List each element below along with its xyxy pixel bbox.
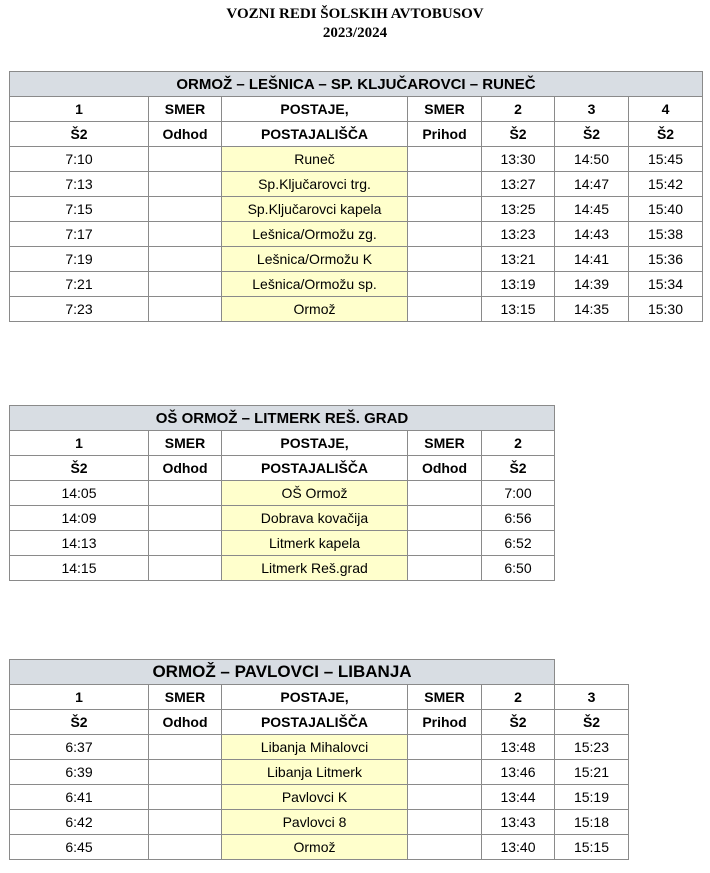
empty-cell	[408, 785, 482, 810]
departure-time: 7:13	[10, 172, 149, 197]
stop-name: Sp.Ključarovci kapela	[222, 197, 408, 222]
col-header: 3	[555, 97, 629, 122]
col-subheader: Odhod	[149, 456, 222, 481]
stop-name: Lešnica/Ormožu K	[222, 247, 408, 272]
col-subheader: Š2	[555, 122, 629, 147]
col-header: 1	[10, 97, 149, 122]
empty-cell	[408, 147, 482, 172]
col-header: 4	[629, 97, 703, 122]
col-subheader: Š2	[482, 710, 555, 735]
empty-cell	[408, 556, 482, 581]
route-title: ORMOŽ – LEŠNICA – SP. KLJUČAROVCI – RUNEČ	[10, 72, 703, 97]
stop-name: Ormož	[222, 297, 408, 322]
table-row	[10, 272, 703, 297]
col-header: 1	[10, 431, 149, 456]
stop-name: Pavlovci K	[222, 785, 408, 810]
empty-cell	[149, 506, 222, 531]
arrival-time: 13:19	[482, 272, 555, 297]
arrival-time: 15:36	[629, 247, 703, 272]
departure-time: 6:45	[10, 835, 149, 860]
table-row	[10, 835, 629, 860]
timetable-ormoz-lesnica-runec	[9, 71, 703, 322]
col-header: SMER	[149, 685, 222, 710]
col-header: 2	[482, 685, 555, 710]
arrival-time: 13:23	[482, 222, 555, 247]
empty-cell	[149, 735, 222, 760]
arrival-time: 15:19	[555, 785, 629, 810]
departure-time: 14:13	[10, 531, 149, 556]
col-header: POSTAJE,	[222, 685, 408, 710]
departure-time: 7:23	[10, 297, 149, 322]
empty-cell	[408, 735, 482, 760]
arrival-time: 13:46	[482, 760, 555, 785]
stop-name: Litmerk kapela	[222, 531, 408, 556]
arrival-time: 6:56	[482, 506, 555, 531]
stop-name: Sp.Ključarovci trg.	[222, 172, 408, 197]
empty-cell	[149, 297, 222, 322]
arrival-time: 13:15	[482, 297, 555, 322]
arrival-time: 15:23	[555, 735, 629, 760]
arrival-time: 15:45	[629, 147, 703, 172]
col-subheader: Š2	[10, 122, 149, 147]
arrival-time: 13:25	[482, 197, 555, 222]
empty-cell	[149, 272, 222, 297]
arrival-time: 13:21	[482, 247, 555, 272]
document-title: VOZNI REDI ŠOLSKIH AVTOBUSOV	[226, 6, 484, 22]
arrival-time: 15:18	[555, 810, 629, 835]
empty-cell	[149, 531, 222, 556]
arrival-time: 15:30	[629, 297, 703, 322]
col-header: SMER	[408, 97, 482, 122]
empty-cell	[555, 660, 629, 685]
arrival-time: 15:34	[629, 272, 703, 297]
empty-cell	[149, 760, 222, 785]
stop-name: Runeč	[222, 147, 408, 172]
departure-time: 7:21	[10, 272, 149, 297]
departure-time: 6:37	[10, 735, 149, 760]
empty-cell	[149, 247, 222, 272]
stop-name: Lešnica/Ormožu sp.	[222, 272, 408, 297]
stop-name: Dobrava kovačija	[222, 506, 408, 531]
table-row	[10, 172, 703, 197]
stop-name: Libanja Litmerk	[222, 760, 408, 785]
arrival-time: 14:50	[555, 147, 629, 172]
empty-cell	[408, 481, 482, 506]
empty-cell	[149, 147, 222, 172]
empty-cell	[149, 481, 222, 506]
arrival-time: 13:27	[482, 172, 555, 197]
table-row	[10, 147, 703, 172]
arrival-time: 15:42	[629, 172, 703, 197]
col-subheader: Š2	[629, 122, 703, 147]
stop-name: Lešnica/Ormožu zg.	[222, 222, 408, 247]
col-header: 3	[555, 685, 629, 710]
col-header: 2	[482, 97, 555, 122]
arrival-time: 13:43	[482, 810, 555, 835]
arrival-time: 13:40	[482, 835, 555, 860]
arrival-time: 6:50	[482, 556, 555, 581]
col-subheader: Š2	[482, 122, 555, 147]
col-subheader: Š2	[10, 456, 149, 481]
arrival-time: 14:47	[555, 172, 629, 197]
departure-time: 14:15	[10, 556, 149, 581]
empty-cell	[408, 760, 482, 785]
departure-time: 14:05	[10, 481, 149, 506]
route-title: ORMOŽ – PAVLOVCI – LIBANJA	[10, 660, 555, 685]
table-row	[10, 481, 555, 506]
empty-cell	[408, 810, 482, 835]
departure-time: 7:10	[10, 147, 149, 172]
empty-cell	[149, 222, 222, 247]
arrival-time: 14:35	[555, 297, 629, 322]
departure-time: 14:09	[10, 506, 149, 531]
empty-cell	[149, 835, 222, 860]
arrival-time: 14:45	[555, 197, 629, 222]
empty-cell	[149, 172, 222, 197]
stop-name: OŠ Ormož	[222, 481, 408, 506]
arrival-time: 15:21	[555, 760, 629, 785]
empty-cell	[149, 556, 222, 581]
col-subheader: Odhod	[149, 710, 222, 735]
arrival-time: 14:39	[555, 272, 629, 297]
table-row	[10, 556, 555, 581]
col-header: SMER	[149, 97, 222, 122]
departure-time: 6:41	[10, 785, 149, 810]
empty-cell	[408, 531, 482, 556]
col-subheader: Š2	[10, 710, 149, 735]
empty-cell	[149, 810, 222, 835]
table-row	[10, 735, 629, 760]
empty-cell	[408, 506, 482, 531]
empty-cell	[408, 172, 482, 197]
arrival-time: 13:30	[482, 147, 555, 172]
arrival-time: 13:48	[482, 735, 555, 760]
arrival-time: 15:15	[555, 835, 629, 860]
table-row	[10, 810, 629, 835]
col-subheader: POSTAJALIŠČA	[222, 122, 408, 147]
empty-cell	[149, 197, 222, 222]
empty-cell	[408, 272, 482, 297]
col-subheader: POSTAJALIŠČA	[222, 710, 408, 735]
departure-time: 6:42	[10, 810, 149, 835]
col-header: POSTAJE,	[222, 97, 408, 122]
document-year: 2023/2024	[322, 25, 388, 41]
col-header: 2	[482, 431, 555, 456]
table-row	[10, 760, 629, 785]
arrival-time: 7:00	[482, 481, 555, 506]
col-subheader: Odhod	[149, 122, 222, 147]
arrival-time: 6:52	[482, 531, 555, 556]
col-subheader: Prihod	[408, 710, 482, 735]
departure-time: 7:17	[10, 222, 149, 247]
timetable-os-ormoz-litmerk	[9, 405, 555, 581]
arrival-time: 14:43	[555, 222, 629, 247]
stop-name: Pavlovci 8	[222, 810, 408, 835]
table-row	[10, 785, 629, 810]
route-title: OŠ ORMOŽ – LITMERK REŠ. GRAD	[10, 406, 555, 431]
departure-time: 7:19	[10, 247, 149, 272]
col-header: SMER	[149, 431, 222, 456]
timetable-ormoz-pavlovci-libanja	[9, 659, 629, 860]
table-row	[10, 247, 703, 272]
stop-name: Ormož	[222, 835, 408, 860]
table-row	[10, 297, 703, 322]
col-subheader: POSTAJALIŠČA	[222, 456, 408, 481]
col-subheader: Odhod	[408, 456, 482, 481]
empty-cell	[408, 222, 482, 247]
col-subheader: Š2	[482, 456, 555, 481]
col-header: SMER	[408, 431, 482, 456]
table-row	[10, 197, 703, 222]
arrival-time: 13:44	[482, 785, 555, 810]
col-subheader: Prihod	[408, 122, 482, 147]
arrival-time: 15:38	[629, 222, 703, 247]
table-row	[10, 506, 555, 531]
departure-time: 6:39	[10, 760, 149, 785]
empty-cell	[408, 197, 482, 222]
departure-time: 7:15	[10, 197, 149, 222]
col-header: SMER	[408, 685, 482, 710]
stop-name: Libanja Mihalovci	[222, 735, 408, 760]
table-row	[10, 531, 555, 556]
stop-name: Litmerk Reš.grad	[222, 556, 408, 581]
empty-cell	[408, 835, 482, 860]
table-row	[10, 222, 703, 247]
col-header: POSTAJE,	[222, 431, 408, 456]
empty-cell	[408, 297, 482, 322]
empty-cell	[408, 247, 482, 272]
arrival-time: 14:41	[555, 247, 629, 272]
col-header: 1	[10, 685, 149, 710]
empty-cell	[149, 785, 222, 810]
arrival-time: 15:40	[629, 197, 703, 222]
col-subheader: Š2	[555, 710, 629, 735]
